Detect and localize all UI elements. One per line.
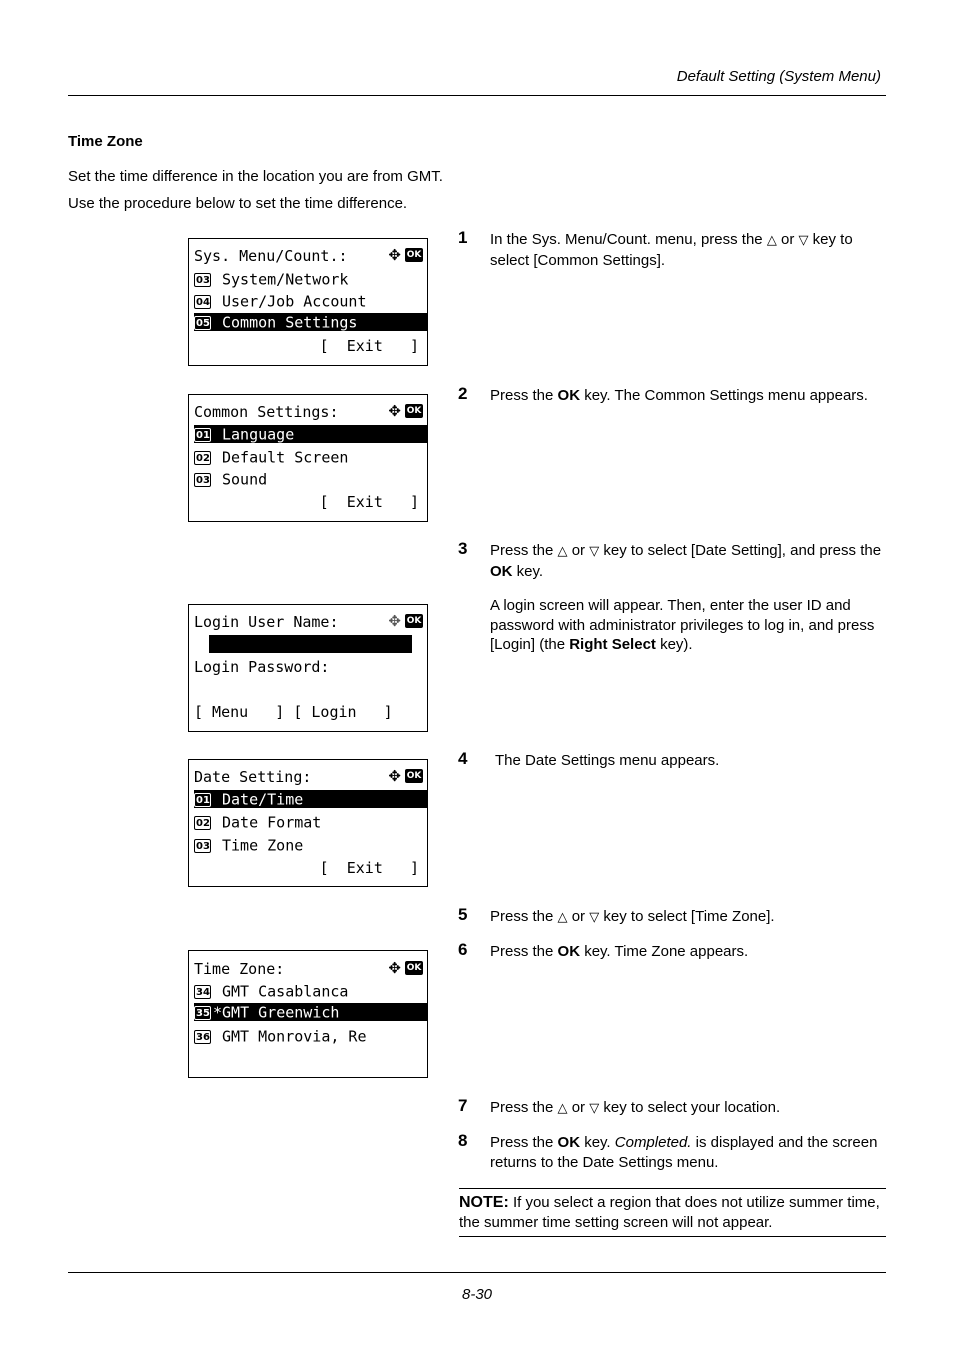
down-triangle-icon: ▽: [589, 910, 600, 925]
lcd-item: 03 Sound: [196, 470, 268, 489]
lcd-login: [188, 604, 428, 732]
lcd-time-zone: [188, 950, 428, 1078]
running-header: Default Setting (System Menu): [676, 68, 881, 85]
note-bottom-rule: [459, 1236, 886, 1237]
footer-rule: [68, 1272, 886, 1273]
step-number: 5: [458, 905, 468, 924]
item-number-badge: 35: [196, 1007, 210, 1019]
section-title: Time Zone: [68, 133, 143, 150]
item-number-badge: 01: [196, 429, 210, 441]
step-text: Press the △ or ▽ key to select [Time Zone].: [490, 907, 886, 928]
item-number-badge: 05: [196, 317, 210, 329]
lcd-title: Common Settings:: [194, 403, 339, 421]
step-number: 8: [458, 1131, 468, 1150]
note-top-rule: [459, 1188, 886, 1189]
lcd-item: 36 GMT Monrovia, Re: [196, 1027, 367, 1046]
item-number-badge: 03: [196, 474, 210, 486]
lcd-title: Time Zone:: [194, 960, 285, 978]
page-number: 8-30: [461, 1286, 493, 1303]
lcd-item-selected: 01 Language: [194, 425, 427, 443]
note: NOTE: If you select a region that does not utilize summer time, the summer time setting screen will not appear.: [459, 1194, 880, 1231]
lcd-item: 04 User/Job Account: [196, 292, 367, 311]
softkey-exit: [ Exit ]: [319, 859, 419, 877]
lcd-item: 03 Time Zone: [196, 836, 304, 855]
item-number-badge: 02: [196, 817, 210, 829]
up-triangle-icon: △: [557, 910, 568, 925]
header-rule: [68, 95, 886, 96]
step-text: The Date Settings menu appears.: [495, 752, 720, 769]
ok-key-icon: OK: [406, 406, 422, 416]
step-subtext: A login screen will appear. Then, enter the user ID and password with administrator privileges to log in, and press [Login] (the Right Select key).: [490, 597, 875, 653]
item-number-badge: 36: [196, 1031, 210, 1043]
four-way-arrow-icon: ✥: [388, 612, 401, 630]
softkey-exit: [ Exit ]: [319, 337, 419, 355]
step-number: 4: [458, 749, 468, 768]
lcd-date-setting: [188, 759, 428, 887]
down-triangle-icon: ▽: [589, 544, 600, 559]
item-number-badge: 02: [196, 452, 210, 464]
lcd-title: Sys. Menu/Count.:: [194, 247, 348, 265]
up-triangle-icon: △: [557, 1101, 568, 1116]
lcd-item-selected: 05 Common Settings: [194, 313, 427, 331]
lcd-nav: [388, 768, 423, 784]
lcd-nav: [388, 613, 423, 629]
lcd-item: 03 System/Network: [196, 270, 349, 289]
lcd-nav: [388, 960, 423, 976]
lcd-title: Login User Name:: [194, 613, 339, 631]
step-text: Press the OK key. Time Zone appears.: [490, 943, 749, 960]
four-way-arrow-icon: ✥: [388, 402, 401, 420]
item-number-badge: 03: [196, 840, 210, 852]
step-text: Press the △ or ▽ key to select your location.: [490, 1098, 886, 1119]
step-text: Press the OK key. Completed. is displayed and the screen returns to the Date Settings menu.: [490, 1134, 878, 1171]
step-text: Press the △ or ▽ key to select [Date Setting], and press the OK key.: [490, 542, 882, 580]
up-triangle-icon: △: [557, 544, 568, 559]
softkey-menu-login: [ Menu ] [ Login ]: [194, 703, 393, 721]
item-number-badge: 04: [196, 296, 210, 308]
lcd-item: 02 Default Screen: [196, 448, 349, 467]
user-name-entry-field: [209, 635, 412, 653]
up-triangle-icon: △: [766, 233, 777, 248]
intro-line-2: Use the procedure below to set the time difference.: [68, 195, 408, 212]
four-way-arrow-icon: ✥: [388, 246, 401, 264]
intro-line-1: Set the time difference in the location you are from GMT.: [68, 168, 443, 185]
four-way-arrow-icon: ✥: [388, 959, 401, 977]
lcd-item-selected: 35 *GMT Greenwich: [194, 1003, 427, 1021]
lcd-item: 34 GMT Casablanca: [196, 982, 349, 1001]
step-number: 6: [458, 940, 468, 959]
step-number: 1: [458, 228, 468, 247]
softkey-exit: [ Exit ]: [319, 493, 419, 511]
lcd-item: 02 Date Format: [196, 813, 322, 832]
step-number: 3: [458, 539, 468, 558]
login-password-label: Login Password:: [194, 658, 330, 676]
item-number-badge: 34: [196, 986, 210, 998]
down-triangle-icon: ▽: [798, 233, 809, 248]
lcd-nav: [388, 403, 423, 419]
ok-key-icon: OK: [406, 250, 422, 260]
step-number: 2: [458, 384, 468, 403]
four-way-arrow-icon: ✥: [388, 767, 401, 785]
step-text: Press the OK key. The Common Settings menu appears.: [490, 387, 868, 404]
lcd-nav: [388, 247, 423, 263]
ok-key-icon: OK: [406, 963, 422, 973]
lcd-common-settings: [188, 394, 428, 522]
item-number-badge: 01: [196, 794, 210, 806]
step-text: In the Sys. Menu/Count. menu, press the △ or ▽ key to select [Common Settings].: [490, 231, 853, 269]
item-number-badge: 03: [196, 274, 210, 286]
down-triangle-icon: ▽: [589, 1101, 600, 1116]
lcd-sys-menu: [188, 238, 428, 366]
lcd-item-selected: 01 Date/Time: [194, 790, 427, 808]
step-number: 7: [458, 1096, 468, 1115]
ok-key-icon: OK: [406, 771, 422, 781]
ok-key-icon: OK: [406, 616, 422, 626]
lcd-title: Date Setting:: [194, 768, 312, 786]
